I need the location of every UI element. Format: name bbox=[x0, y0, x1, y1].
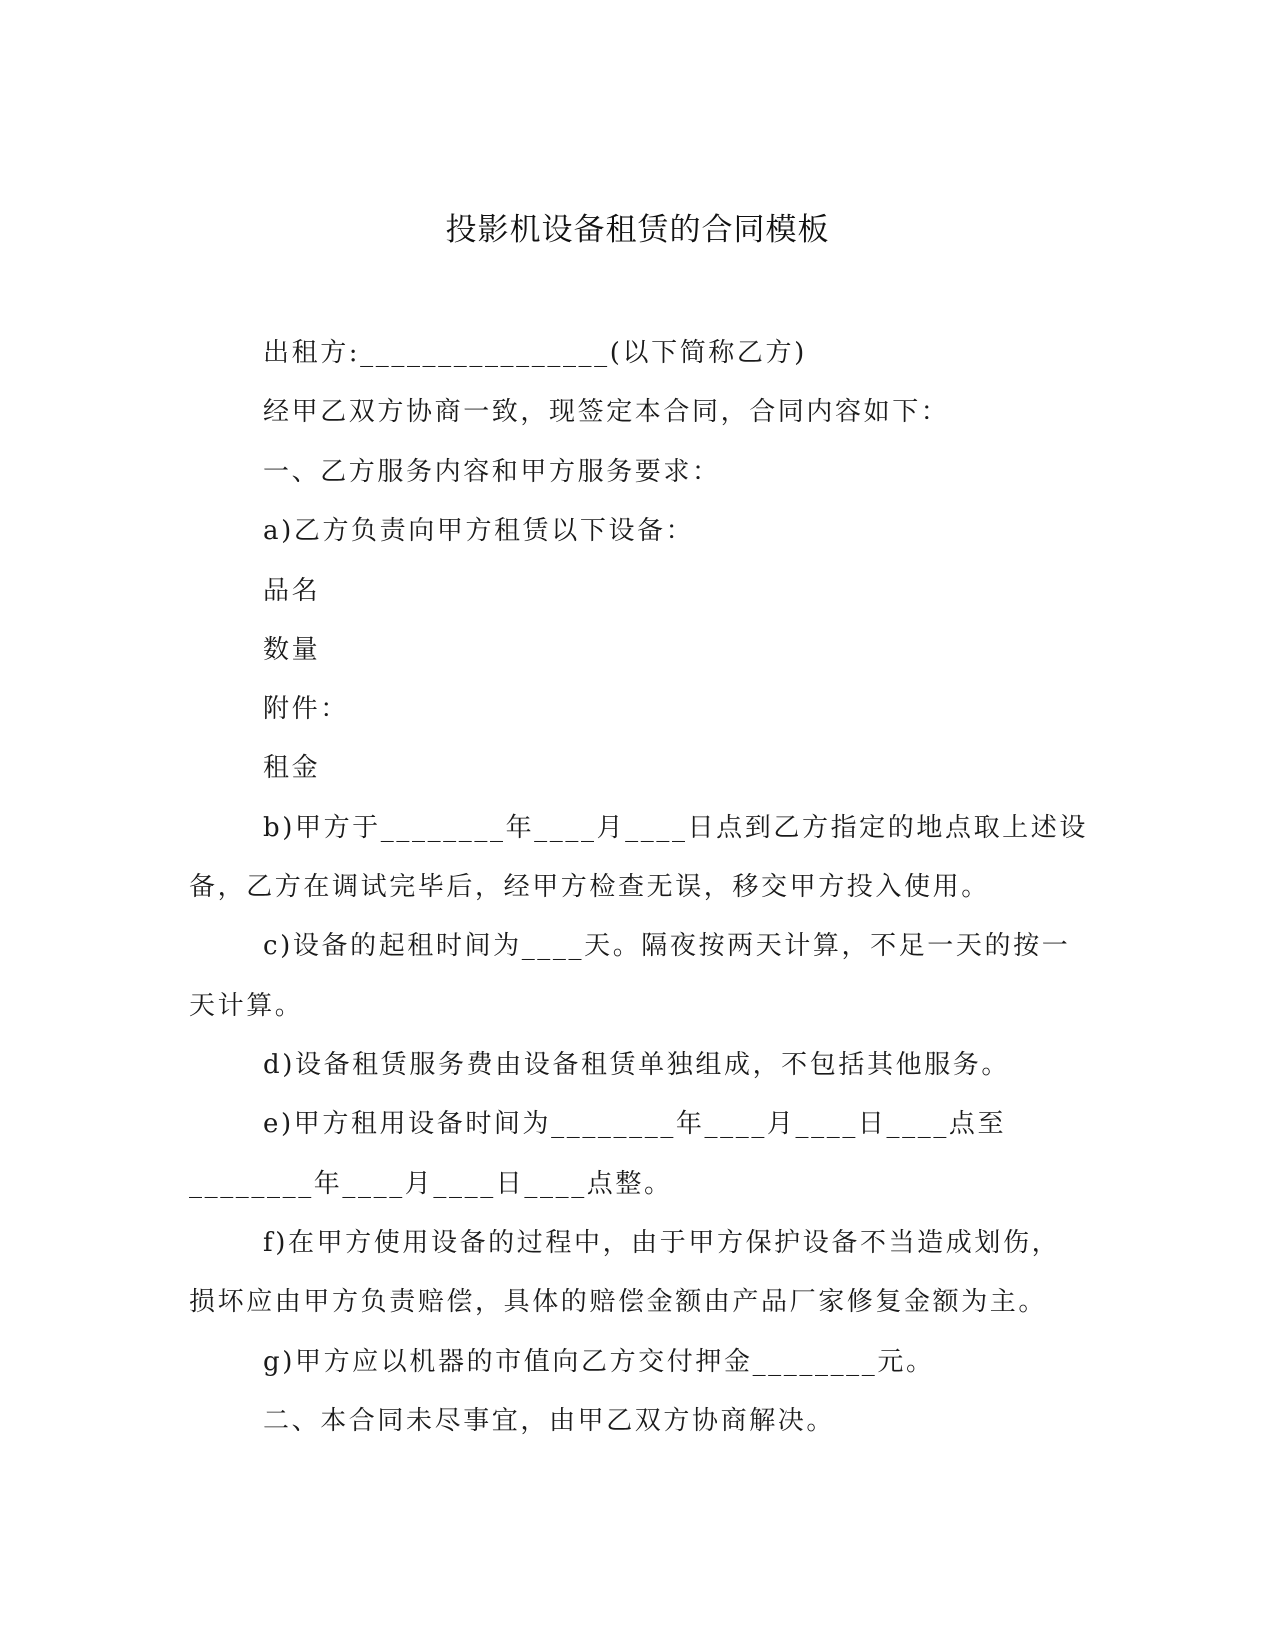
clause-d: d)设备租赁服务费由设备租赁单独组成，不包括其他服务。 bbox=[263, 1050, 1010, 1080]
rent-label: 租金 bbox=[263, 753, 321, 783]
clause-f-line-1: f)在甲方使用设备的过程中，由于甲方保护设备不当造成划伤， bbox=[263, 1228, 1061, 1258]
intro-paragraph: 经甲乙双方协商一致，现签定本合同，合同内容如下： bbox=[263, 397, 950, 427]
section-2-heading: 二、本合同未尽事宜，由甲乙双方协商解决。 bbox=[263, 1406, 836, 1436]
clause-a: a)乙方负责向甲方租赁以下设备： bbox=[263, 516, 695, 546]
accessories-label: 附件： bbox=[263, 694, 349, 724]
clause-c-line-2: 天计算。 bbox=[189, 991, 304, 1021]
item-name-label: 品名 bbox=[263, 576, 321, 606]
clause-e-line-1: e)甲方租用设备时间为________年____月____日____点至 bbox=[263, 1109, 1007, 1139]
clause-e-line-2: ________年____月____日____点整。 bbox=[189, 1169, 673, 1199]
clause-b-line-2: 备，乙方在调试完毕后，经甲方检查无误，移交甲方投入使用。 bbox=[189, 872, 990, 902]
clause-c-line-1: c)设备的起租时间为____天。隔夜按两天计算，不足一天的按一 bbox=[263, 931, 1071, 961]
clause-f-line-2: 损坏应由甲方负责赔偿，具体的赔偿金额由产品厂家修复金额为主。 bbox=[189, 1287, 1048, 1317]
document-title: 投影机设备租赁的合同模板 bbox=[445, 212, 830, 248]
clause-g: g)甲方应以机器的市值向乙方交付押金________元。 bbox=[263, 1347, 935, 1377]
clause-b-line-1: b)甲方于________年____月____日点到乙方指定的地点取上述设 bbox=[263, 813, 1088, 843]
quantity-label: 数量 bbox=[263, 635, 321, 665]
lessor-line: 出租方:________________(以下简称乙方) bbox=[263, 338, 807, 368]
section-1-heading: 一、乙方服务内容和甲方服务要求： bbox=[263, 457, 721, 487]
